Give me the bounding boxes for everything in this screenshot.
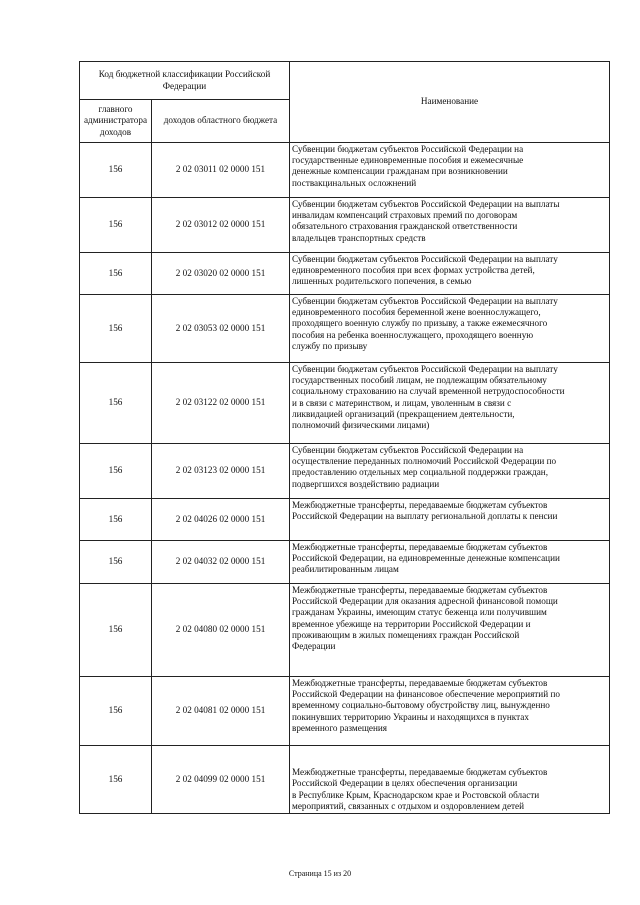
description-line: социальному страхованию на случай временной нетрудоспособности	[292, 386, 565, 397]
admin-code-cell: 156	[80, 746, 152, 814]
description-line: временному социально-бытовому обустройству лиц, вынужденно	[292, 700, 550, 711]
table-row	[80, 444, 610, 499]
budget-table-container	[79, 61, 609, 814]
budget-code-cell: 2 02 03020 02 0000 151	[152, 253, 290, 295]
description-cell	[290, 143, 610, 198]
description-cell	[290, 541, 610, 584]
admin-code-cell: 156	[80, 198, 152, 253]
description-line: государственные единовременные пособия и ежемесячные	[292, 155, 524, 166]
admin-code-cell: 156	[80, 143, 152, 198]
table-row	[80, 499, 610, 541]
description-line: инвалидам компенсаций страховых премий по договорам	[292, 210, 518, 221]
description-line: лишенных родительского попечения, в семью	[292, 276, 472, 287]
description-cell	[290, 295, 610, 363]
description-line: Межбюджетные трансферты, передаваемые бюджетам субъектов	[292, 678, 548, 688]
table-row	[80, 143, 610, 198]
description-line: предоставлению отдельных мер социальной поддержки граждан,	[292, 467, 548, 478]
description-line: полномочий физическими лицами)	[292, 420, 430, 431]
description-line: Межбюджетные трансферты, передаваемые бюджетам субъектов	[292, 542, 548, 552]
description-line: и в связи с материнством, и лицам, уволенным в связи с	[292, 397, 512, 408]
description-line: Межбюджетные трансферты, передаваемые бюджетам субъектов	[292, 767, 548, 778]
budget-code-cell: 2 02 04080 02 0000 151	[152, 584, 290, 677]
description-line: Российской Федерации для оказания адресной финансовой помощи	[292, 596, 558, 607]
table-row	[80, 677, 610, 746]
table-row	[80, 198, 610, 253]
description-line: Субвенции бюджетам субъектов Российской Федерации на	[292, 144, 524, 154]
budget-code-cell: 2 02 03011 02 0000 151	[152, 143, 290, 198]
description-line: единовременного пособия беременной жене военнослужащего,	[292, 307, 541, 318]
table-row	[80, 363, 610, 444]
admin-code-cell: 156	[80, 584, 152, 677]
description-cell	[290, 363, 610, 444]
description-line: ликвидацией организаций (прекращением деятельности,	[292, 408, 515, 419]
header-group-cell: Код бюджетной классификации Российской Федерации	[80, 62, 290, 100]
admin-code-cell: 156	[80, 253, 152, 295]
table-body	[80, 143, 610, 814]
description-line: гражданам Украины, имеющим статус беженца или получившим	[292, 607, 547, 618]
description-line: обязательного страхования гражданской ответственности	[292, 221, 518, 232]
description-line: Субвенции бюджетам субъектов Российской Федерации на выплату	[292, 296, 558, 306]
admin-code-cell: 156	[80, 363, 152, 444]
description-line: временное убежище на территории Российской Федерации и	[292, 618, 531, 629]
description-line: денежные компенсации гражданам при возникновении	[292, 166, 508, 177]
table-row	[80, 746, 610, 814]
admin-code-cell: 156	[80, 499, 152, 541]
header-code-cell: доходов областного бюджета	[152, 100, 290, 143]
description-cell	[290, 584, 610, 677]
description-line: Субвенции бюджетам субъектов Российской Федерации на	[292, 445, 524, 455]
description-cell	[290, 198, 610, 253]
budget-code-cell: 2 02 04026 02 0000 151	[152, 499, 290, 541]
admin-code-cell: 156	[80, 677, 152, 746]
description-line: Российской Федерации в целях обеспечения организации	[292, 778, 518, 789]
description-line: Российской Федерации, на единовременные денежные компенсации	[292, 553, 560, 564]
description-cell	[290, 677, 610, 746]
description-line: Российской Федерации на выплату региональной доплаты к пенсии	[292, 511, 558, 522]
description-line: подвергшихся воздействию радиации	[292, 478, 440, 489]
admin-code-cell: 156	[80, 444, 152, 499]
description-line: государственных пособий лицам, не подлежащим обязательному	[292, 375, 547, 386]
budget-code-cell: 2 02 03053 02 0000 151	[152, 295, 290, 363]
description-line: в Республике Крым, Краснодарском крае и Ростовской области	[292, 789, 540, 800]
table-row	[80, 295, 610, 363]
header-name-cell: Наименование	[290, 62, 610, 143]
description-line: единовременного пособия при всех формах устройства детей,	[292, 265, 535, 276]
admin-code-cell: 156	[80, 295, 152, 363]
description-line: Федерации	[292, 641, 336, 652]
description-cell	[290, 499, 610, 541]
description-line: пособия на ребенка военнослужащего, проходящего военную	[292, 329, 534, 340]
description-line: осуществление переданных полномочий Российской Федерации по	[292, 456, 557, 467]
header-row-top	[80, 62, 610, 100]
description-line: временного размещения	[292, 722, 388, 733]
budget-code-cell: 2 02 04099 02 0000 151	[152, 746, 290, 814]
description-line: проживающим в жилых помещениях граждан Российской	[292, 629, 520, 640]
budget-code-cell: 2 02 03123 02 0000 151	[152, 444, 290, 499]
table-row	[80, 253, 610, 295]
header-admin-cell: главного администратора доходов	[80, 100, 152, 143]
page-number: Страница 15 из 20	[288, 869, 352, 878]
budget-code-cell: 2 02 03122 02 0000 151	[152, 363, 290, 444]
table-row	[80, 584, 610, 677]
budget-classification-table	[79, 61, 610, 814]
description-line: проходящего военную службу по призыву, а также ежемесячного	[292, 318, 548, 329]
description-line: реабилитированным лицам	[292, 564, 399, 575]
table-row	[80, 541, 610, 584]
budget-code-cell: 2 02 03012 02 0000 151	[152, 198, 290, 253]
description-line: Субвенции бюджетам субъектов Российской Федерации на выплату	[292, 254, 558, 264]
description-cell	[290, 746, 610, 814]
description-line: мероприятий, связанных с отдыхом и оздоровлением детей	[292, 800, 525, 811]
description-cell	[290, 253, 610, 295]
description-line: Межбюджетные трансферты, передаваемые бюджетам субъектов	[292, 585, 548, 595]
description-line: поствакцинальных осложнений	[292, 177, 417, 188]
description-line: владельцев транспортных средств	[292, 232, 426, 243]
description-line: Межбюджетные трансферты, передаваемые бюджетам субъектов	[292, 500, 548, 510]
budget-code-cell: 2 02 04032 02 0000 151	[152, 541, 290, 584]
description-line: Субвенции бюджетам субъектов Российской Федерации на выплаты	[292, 199, 560, 209]
description-line: службу по призыву	[292, 340, 368, 351]
description-cell	[290, 444, 610, 499]
admin-code-cell: 156	[80, 541, 152, 584]
description-line: Российской Федерации на финансовое обеспечение мероприятий по	[292, 689, 560, 700]
budget-code-cell: 2 02 04081 02 0000 151	[152, 677, 290, 746]
description-line: покинувших территорию Украины и находящихся в пунктах	[292, 711, 529, 722]
description-line: Субвенции бюджетам субъектов Российской Федерации на выплату	[292, 364, 558, 374]
